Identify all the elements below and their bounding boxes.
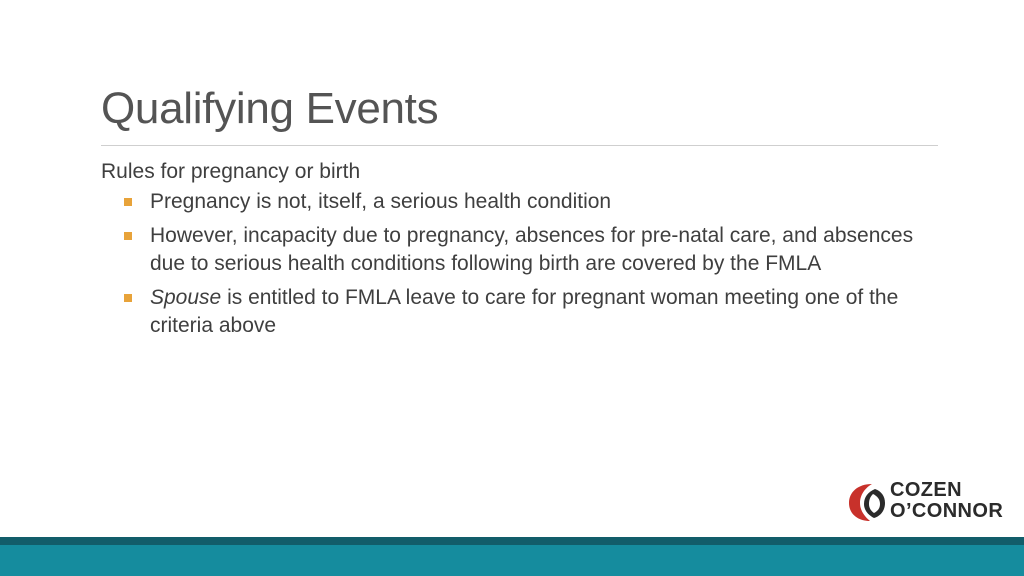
title-divider <box>101 145 938 146</box>
footer-band-teal <box>0 545 1024 576</box>
bullet-text: is entitled to FMLA leave to care for pregnant woman meeting one of the criteria above <box>150 286 899 337</box>
bullet-item <box>101 188 930 216</box>
square-bullet-icon <box>124 198 132 206</box>
slide-body <box>101 158 931 346</box>
logo-line-2: O’CONNOR <box>890 500 1004 522</box>
slide-title: Qualifying Events <box>101 84 439 133</box>
bullet-text: However, incapacity due to pregnancy, absences for pre-natal care, and absences due to serious health conditions following birth are covered by the FMLA <box>150 224 914 275</box>
bullet-list <box>101 188 931 340</box>
bullet-emphasis: Spouse <box>150 286 222 309</box>
bullet-text: Pregnancy is not, itself, a serious health condition <box>150 190 612 213</box>
square-bullet-icon <box>124 294 132 302</box>
footer-band-dark <box>0 537 1024 545</box>
logo-wordmark <box>890 480 1003 522</box>
lead-text: Rules for pregnancy or birth <box>101 160 361 183</box>
bullet-item <box>101 284 930 340</box>
cozen-oconnor-logo <box>846 478 1012 526</box>
square-bullet-icon <box>124 232 132 240</box>
logo-line-1: COZEN <box>890 479 962 501</box>
logo-mark-icon <box>846 480 888 524</box>
bullet-item <box>101 222 930 278</box>
